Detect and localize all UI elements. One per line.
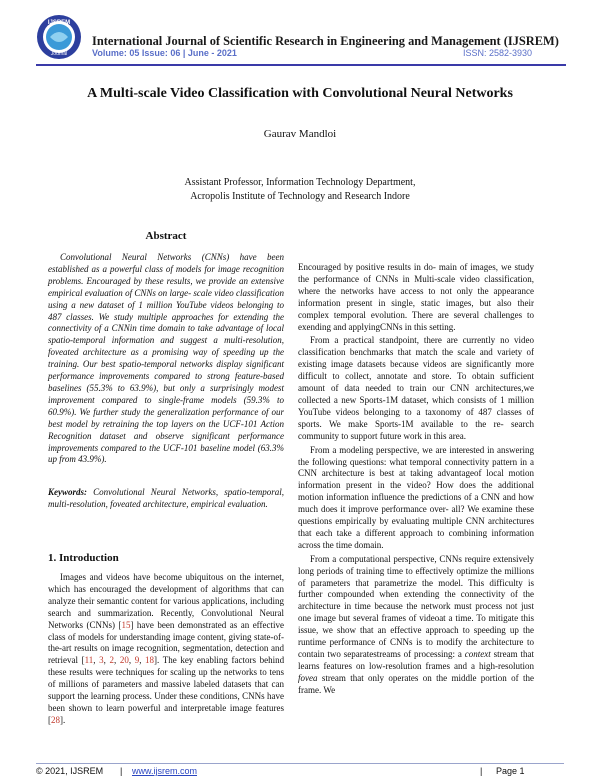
body-paragraph: Encouraged by positive results in do- main of images, we study the performance of CNNs in Multi-scale video classification, where the networks have access to not only the appearance information present in single, static images, but also their complex temporal evolution. There are several challenges to exending and applyingCNNs in this setting. [298,262,534,332]
body-paragraph [298,554,534,697]
page-number: Page 1 [496,766,525,776]
volume-issue: Volume: 05 Issue: 06 | June - 2021 [92,48,237,58]
journal-title: International Journal of Scientific Research in Engineering and Management (IJSREM) [92,34,559,48]
body-text: stream that only operates on the middle portion of the frame. We [298,672,534,695]
journal-logo [36,14,82,60]
author: Gaurav Mandloi [263,128,337,140]
intro-text: ] have been demonstrated as an effective class of models for understanding image content, giving state-of-the-art results on image recognition, segmentation, detection and retrieval [ [48,619,285,666]
body-paragraph: From a modeling perspective, we are interested in answering the following questions: what temporal connectivity pattern in a CNN architecture is best at taking advantageof local motion information present in the video? How does the additional motion information influence the predictions of a CNN and how much does it improve performance over- all? We examine these questions empirically by evaluating multiple CNN architectures that each take a different approach to combining information across the time domain. [298,444,534,550]
body-paragraph: From a practical standpoint, there are currently no video classification benchmarks that match the scale and variety of existing image datasets because videos are significantly more difficult to collect, annotate and store. To obtain sufficient amount of data needed to train our CNN architectures,we collected a new Sports-1M dataset, which consists of 1 million YouTube videos belonging to a taxonomy of 487 classes of sports. We make Sports-1M available to the re- search community to support future work in this area. [298,335,534,441]
affiliation [0,176,600,204]
body-text: stream that learns features on low-resolution frames and a high-resolution [298,649,534,671]
citation-link[interactable]: 9 [134,655,140,666]
footer-separator: | [120,766,123,776]
body-text: From a computational perspective, CNNs require extensively long periods of training time to effectively optimize the millions of parameters that parametrize the model. This difficulty is further compounded when extending the connectivity of the architecture in time because the network must process not just one image but several frames of videoat a time. To mitigate this issue, we show that an effective approach to speeding up the runtime performance of CNNs is to modify the architecture to contain two separatestreams of processing: a [298,553,534,659]
issn: ISSN: 2582-3930 [462,48,532,58]
body-italic: context [464,649,491,659]
keywords-text: Convolutional Neural Networks, spatio-temporal, multi-resolution, foveated architecture, empirical evaluation. [48,487,284,509]
affiliation-line-2: Acropolis Institute of Technology and Research Indore [190,191,410,202]
introduction-paragraph: Images and videos have become ubiquitous on the internet, which has encouraged the development of algorithms that can analyze their semantic content for various applications, including search and summarization. Recently, Convolutional Neural Networks (CNNs) [15] have been demonstrated as an effective class of models for understanding image content, giving state-of-the-art results on image recognition, segmentation, detection and retrieval [11, 3, 2, 20, 9, 18]. The key enabling factors behind these results were techniques for scaling up the networks to tens of millions of parameters and massive labeled datasets that can support the learning process. Under these conditions, CNNs have been shown to learn powerful and interpretable image features [28]. [48,572,285,725]
citation-link[interactable]: 15 [121,619,131,630]
header-rule [36,64,566,66]
footer-rule [36,763,564,764]
citation-link[interactable]: 18 [145,655,155,666]
logo-subtext: Journal [50,51,68,57]
paper-title: A Multi-scale Video Classification with Convolutional Neural Networks [87,86,513,101]
footer-separator: | [480,766,483,776]
citation-link[interactable]: 20 [119,655,129,666]
abstract-text: Convolutional Neural Networks (CNNs) have been established as a powerful class of models for image recognition problems. Encouraged by these results, we provide an extensive empirical evaluation of CNNs on large- scale video classification using a new dataset of 1 million YouTube videos belonging to 487 classes. We study multiple approaches for extending the connectivity of a CNNin time domain to take advantage of local spatio-temporal information and suggest a multi-resolution, foveated architecture as a promising way of speeding up the training. Our best spatio-temporal networks display significant performance improvements compared to strong feature-based baselines (55.3% to 63.9%), but only a surprisingly modest improvement compared to single-frame models (59.3% to 60.9%). We further study the generalization performance of our best model by retraining the top layers on the UCF-101 Action Recognition dataset and observe significant performance improvements compared to the UCF-101 baseline model (63.3% up from 43.9%). [48,252,284,465]
keywords [48,487,284,511]
intro-text: ]. The key enabling factors behind these results were techniques for scaling up the networks to tens of millions of parameters and massive labeled datasets that can support the learning process. Under these conditions, CNNs have been shown to learn powerful and interpretable image features [ [48,655,285,725]
abstract-heading: Abstract [145,230,187,242]
citation-link[interactable]: 2 [109,655,114,666]
logo-text: IJSREM [47,20,71,26]
body-italic: fovea [298,672,318,683]
keywords-label: Keywords: [48,487,87,497]
intro-text: ]. [60,714,66,725]
introduction-heading: 1. Introduction [48,552,119,564]
affiliation-line-1: Assistant Professor, Information Technology Department, [184,177,416,188]
citation-link[interactable]: 28 [51,714,60,725]
intro-text: Images and videos have become ubiquitous on the internet, which has encouraged the development of algorithms that can analyze their semantic content for various applications, including search and summarization. Recently, Convolutional Neural Networks (CNNs) [ [48,572,284,630]
right-column [298,262,534,699]
website-link[interactable]: www.ijsrem.com [132,766,198,776]
citation-link[interactable]: 11 [84,655,94,666]
citation-link[interactable]: 3 [99,655,104,666]
copyright: © 2021, IJSREM [36,766,104,776]
